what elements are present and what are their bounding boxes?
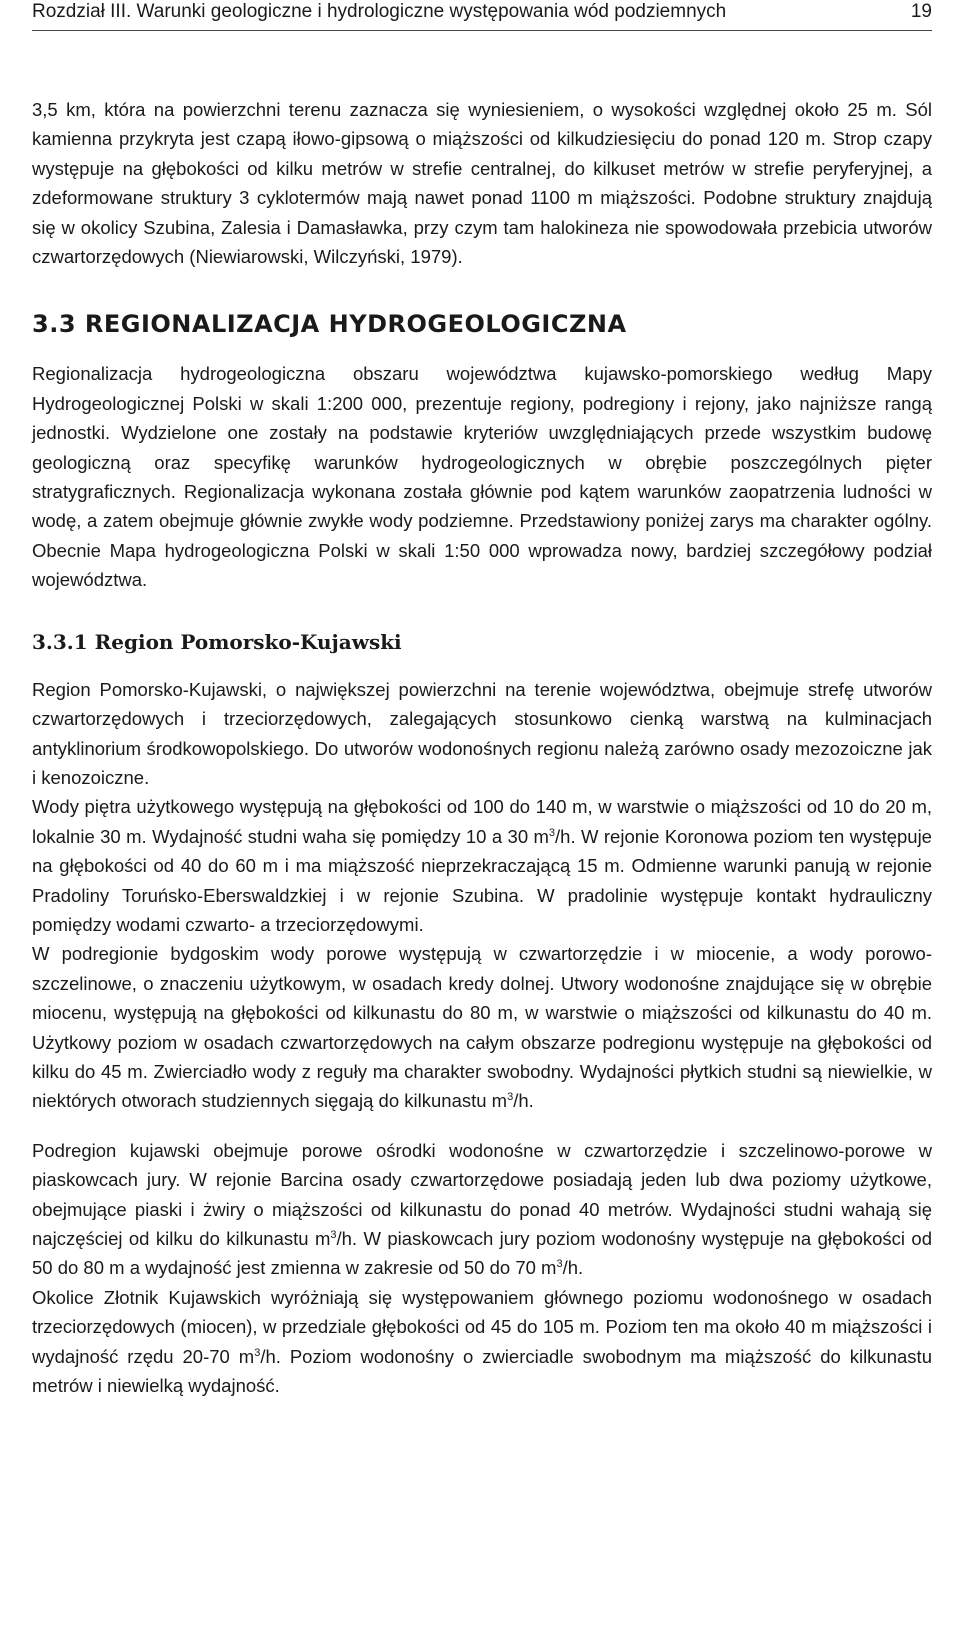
subsection-paragraph-3: W podregionie bydgoskim wody porowe występują w czwartorzędzie i w miocenie, a wody porowo-szczelinowe, o znaczeniu użytkowym, w osadach kredy dolnej. Utwory wodonośne znajdujące się w obrębie miocenu, występują na głębokości od kilkunastu do 80 m, w warstwie o miąższości od kilkunastu do 40 m. Użytkowy poziom w osadach czwartorzędowych na całym obszarze podregionu występuje na głębokości od kilku do 45 m. Zwierciadło wody z reguły ma charakter swobodny. Wydajności płytkich studni są niewielkie, w niektórych otworach studziennych sięgają do kilkunastu $m^3/h$.: [32, 943, 932, 1112]
subsection-paragraph-4: Podregion kujawski obejmuje porowe ośrodki wodonośne w czwartorzędzie i szczelinowo-porowe w piaskowcach jury. W rejonie Barcina osady czwartorzędowe posiadają jeden lub dwa poziomy użytkowe, obejmujące piaski i żwiry o miąższości od kilkunastu do ponad 40 metrów. Wydajności studni wahają się najczęściej od kilku do kilkunastu $m^3/h$. W piaskowcach jury poziom wodonośny występuje na głębokości od 50 do 80 m a wydajność jest zmienna w zakresie od 50 do 70 $m^3/h$.: [32, 1139, 932, 1279]
subsection-paragraph-2: Wody piętra użytkowego występują na głębokości od 100 do 140 m, w warstwie o miąższości od 10 do 20 m, lokalnie 30 m. Wydajność studni waha się pomiędzy 10 a 30 $m^3/h$. W rejonie Koronowa poziom ten występuje na głębokości od 40 do 60 m i ma miąższość nieprzekraczającą 15 m. Odmienne warunki panują w rejonie Pradoliny Toruńsko-Eberswaldzkiej i w rejonie Szubina. W pradolinie występuje kontakt hydrauliczny pomiędzy wodami czwarto- a trzeciorzędowymi.: [32, 796, 932, 935]
page-number: 19: [910, 1, 932, 22]
subsection-paragraph-1: Region Pomorsko-Kujawski, o największej powierzchni na terenie województwa, obejmuje strefę utworów czwartorzędowych i trzeciorzędowych, zalegających stosunkowo cienką warstwą na kulminacjach antyklinorium środkowopolskiego. Do utworów wodonośnych regionu należą zarówno osady mezozoiczne jak i kenozoiczne.: [32, 678, 932, 788]
section-heading: 3.3 REGIONALIZACJA HYDROGEOLOGICZNA: [32, 310, 627, 339]
running-header: [32, 0, 932, 31]
intro-paragraph: 3,5 km, która na powierzchni terenu zaznacza się wyniesieniem, o wysokości względnej około 25 m. Sól kamienna przykryta jest czapą iłowo-gipsową o miąższości od kilkudziesięciu do ponad 120 m. Strop czapy występuje na głębokości od kilku metrów w strefie centralnej, do kilkuset metrów w strefie peryferyjnej, a zdeformowane struktury 3 cyklotermów mają nawet ponad 1100 m miąższości. Podobne struktury znajdują się w okolicy Szubina, Zalesia i Damasławka, przy czym tam halokineza nie spowodowała przebicia utworów czwartorzędowych (Niewiarowski, Wilczyński, 1979).: [32, 99, 932, 268]
page-content: [32, 95, 932, 1400]
subsection-paragraph-5: Okolice Złotnik Kujawskich wyróżniają się występowaniem głównego poziomu wodonośnego w osadach trzeciorzędowych (miocen), w przedziale głębokości od 45 do 105 m. Poziom ten ma około 40 m miąższości i wydajność rzędu 20-70 $m^3/h$. Poziom wodonośny o zwierciadle swobodnym ma miąższość do kilkunastu metrów i niewielką wydajność.: [32, 1286, 932, 1397]
chapter-title: Rozdział III. Warunki geologiczne i hydrologiczne występowania wód podziemnych: [32, 1, 727, 22]
subsection-heading: 3.3.1 Region Pomorsko-Kujawski: [32, 629, 402, 654]
paragraph-gap: [32, 1116, 932, 1136]
section-paragraph: Regionalizacja hydrogeologiczna obszaru województwa kujawsko-pomorskiego według Mapy Hydrogeologicznej Polski w skali 1:200 000, prezentuje regiony, podregiony i rejony, jako najniższe rangą jednostki. Wydzielone one zostały na podstawie kryteriów uwzględniających przede wszystkim budowę geologiczną oraz specyfikę warunków hydrogeologicznych w obrębie poszczególnych pięter stratygraficznych. Regionalizacja wykonana została głównie pod kątem warunków zaopatrzenia ludności w wodę, a zatem obejmuje głównie zwykłe wody podziemne. Przedstawiony poniżej zarys ma charakter ogólny. Obecnie Mapa hydrogeologiczna Polski w skali 1:50 000 wprowadza nowy, bardziej szczegółowy podział województwa.: [32, 363, 932, 591]
